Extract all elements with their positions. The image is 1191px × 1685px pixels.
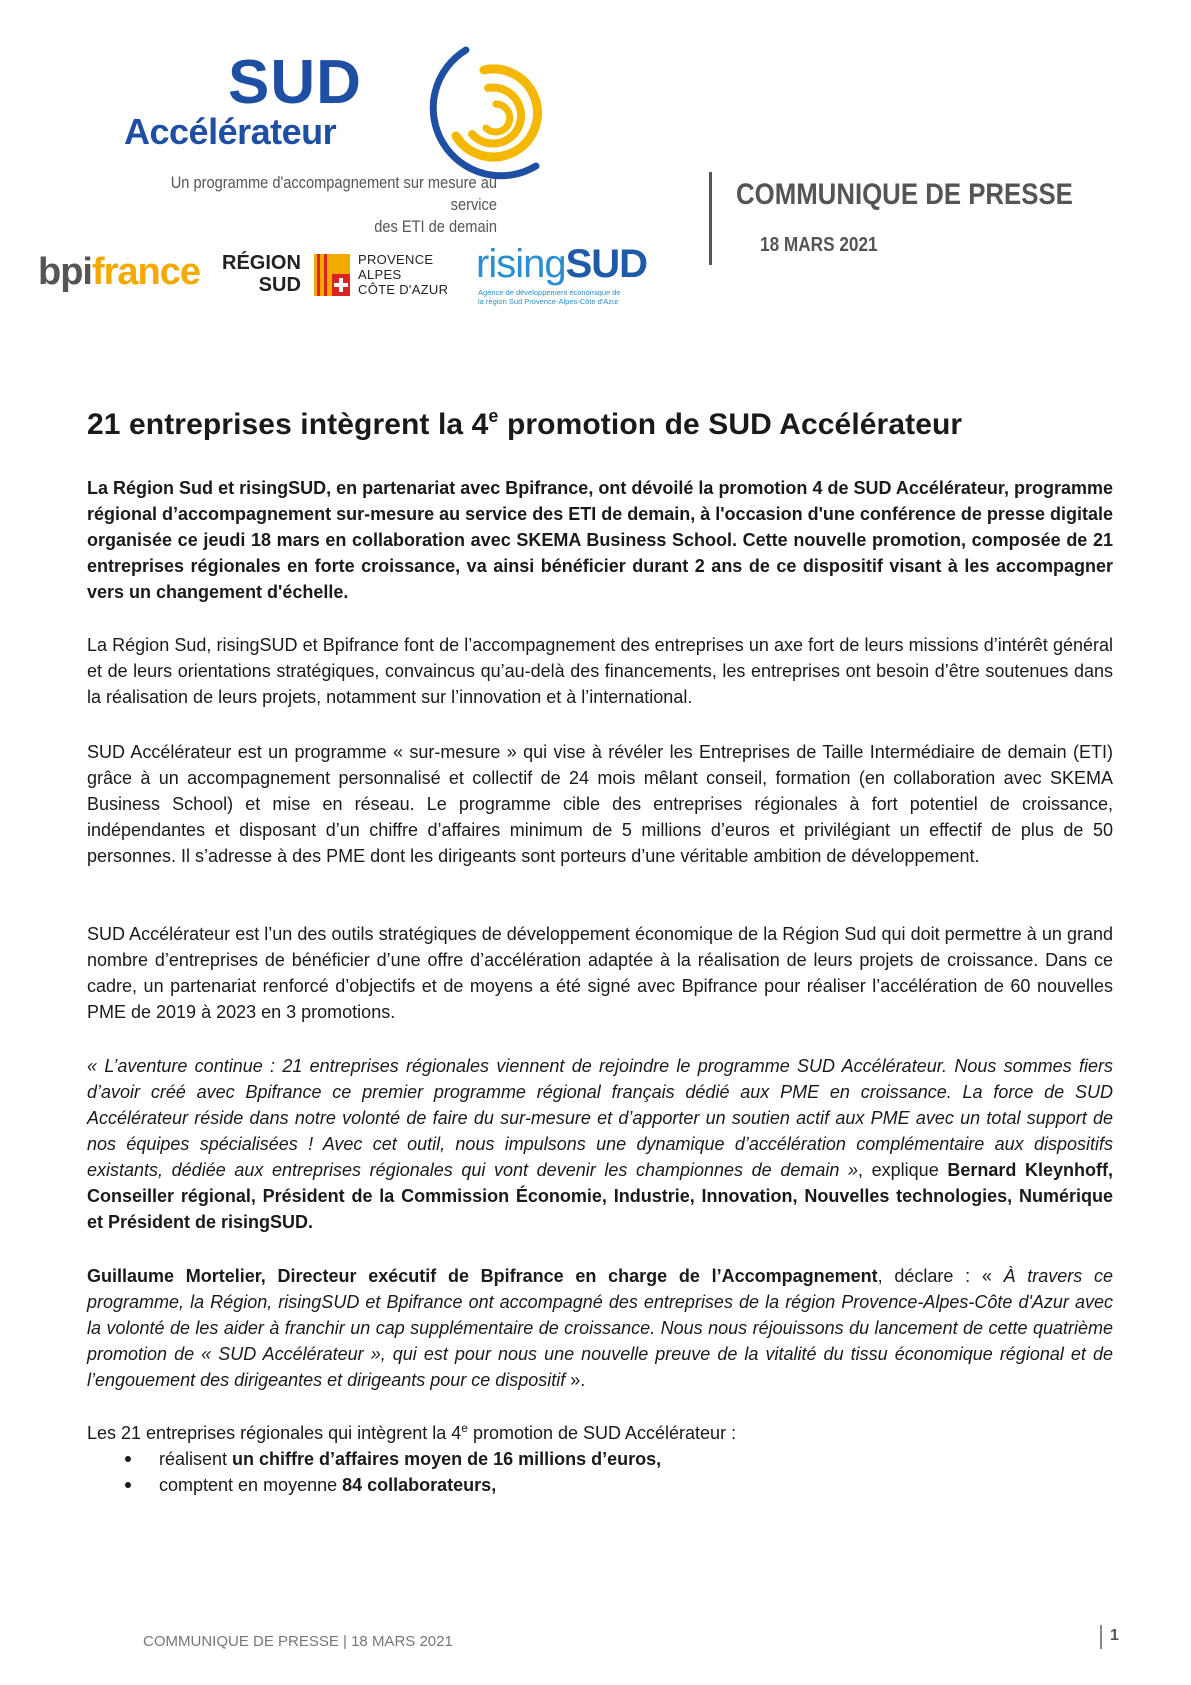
risingsud-subtitle: [478, 288, 648, 306]
bpifrance-logo: [38, 252, 200, 292]
bullet-text: comptent en moyenne: [159, 1475, 343, 1495]
press-release-title: COMMUNIQUE DE PRESSE: [736, 178, 1073, 211]
press-release-date: 18 MARS 2021: [760, 234, 878, 256]
bullet-bold: 84 collaborateurs,: [342, 1475, 497, 1495]
provence-line-2: ALPES: [358, 267, 402, 282]
page-number: 1: [1110, 1627, 1119, 1644]
list-intro-sup: e: [461, 1421, 468, 1435]
region-sud-text: [222, 252, 301, 296]
tagline-line-2: des ETI de demain: [374, 217, 497, 236]
sun-arc-icon: [426, 40, 562, 180]
paragraph-3: [87, 921, 1113, 1025]
logo-sud-text: SUD: [228, 48, 362, 117]
key-figures-list: [87, 1446, 1113, 1498]
headline-part-2: promotion de SUD Accélérateur: [498, 408, 963, 441]
mortelier-author: Guillaume Mortelier, Directeur exécutif de Bpifrance en charge de l’Accompagnement: [87, 1266, 878, 1286]
paragraph-2: [87, 739, 1113, 869]
provence-line-3: CÔTE D'AZUR: [358, 282, 449, 297]
paragraph-1-text: La Région Sud, risingSUD et Bpifrance font de l’accompagnement des entreprises un axe fort de leurs missions d’intérêt général et de leurs orientations stratégiques, convaincus qu’au-delà des financements, les entreprises ont besoin d’être soutenues dans la réalisation de leurs projets, notamment sur l’innovation et à l’international.: [87, 635, 1113, 707]
quote-end: ».: [570, 1370, 586, 1390]
bullet-text: réalisent: [159, 1449, 233, 1469]
logo-accelerateur-text: Accélérateur: [124, 111, 337, 152]
sud-accelerateur-logo: [124, 40, 564, 180]
footer-divider: [1100, 1625, 1102, 1649]
bpi-text: bpi: [38, 251, 92, 293]
risingsud-word: [476, 242, 647, 286]
provence-line-1: PROVENCE: [358, 252, 434, 267]
header-divider: [709, 172, 712, 265]
list-item: [87, 1446, 1113, 1472]
paragraph-1: [87, 632, 1113, 710]
risingsud-logo: [476, 242, 652, 308]
paragraph-3-text: SUD Accélérateur est l’un des outils stratégiques de développement économique de la Région Sud qui doit permettre à un grand nombre d’entreprises de bénéficier d’une offre d’accélération adaptée à la réalisation de leurs projets de croissance. Dans ce cadre, un partenariat renforcé d’objectifs et de moyens a été signé avec Bpifrance pour réaliser l’accélération de 60 nouvelles PME de 2019 à 2023 en 3 promotions.: [87, 924, 1113, 1022]
quote-paragraph-mortelier: [87, 1263, 1113, 1393]
intro-paragraph: [87, 475, 1113, 605]
tagline-line-1: Un programme d'accompagnement sur mesure au service: [170, 173, 497, 214]
kleynhoff-author: Bernard Kleynhoff, Conseiller régional, Président de la Commission Économie, Industrie, Innovation, Nouvelles technologies, Numérique et Président de risingSUD.: [87, 1160, 1113, 1232]
list-intro-part-1: Les 21 entreprises régionales qui intègrent la 4: [87, 1423, 462, 1443]
article-headline: [87, 408, 962, 442]
list-intro: [87, 1420, 1113, 1446]
list-intro-part-2: promotion de SUD Accélérateur :: [467, 1423, 737, 1443]
list-item: [87, 1472, 1113, 1498]
sud-word: SUD: [258, 274, 301, 296]
kleynhoff-quote: « L’aventure continue : 21 entreprises régionales viennent de rejoindre le programme SUD Accélérateur. Nous sommes fiers d’avoir créé avec Bpifrance ce premier programme régional français dédié aux PME en croissance. La force de SUD Accélérateur réside dans notre volonté de faire du sur-mesure et d’apporter un soutien actif aux PME avec un total support de nos équipes spécialisées ! Avec cet outil, nous impulsons une dynamique d’accélération complémentaire aux dispositifs existants, dédiée aux entreprises régionales qui vont devenir les championnes de demain »: [87, 1056, 1113, 1180]
region-sud-logo: [222, 252, 452, 304]
headline-sup: e: [488, 406, 499, 426]
quote-paragraph-kleynhoff: [87, 1053, 1113, 1235]
rising-text: rising: [476, 242, 566, 286]
headline-part-1: 21 entreprises intègrent la 4: [87, 408, 489, 441]
rising-sud-text: SUD: [565, 242, 648, 286]
rising-sub-line-2: la région Sud Provence-Alpes-Côte d'Azur: [478, 297, 619, 306]
provence-text: [358, 252, 448, 297]
region-word: RÉGION: [222, 252, 301, 274]
intro-text: La Région Sud et risingSUD, en partenariat avec Bpifrance, ont dévoilé la promotion 4 de SUD Accélérateur, programme régional d’accompagnement sur-mesure au service des ETI de demain, à l'occasion d'une conférence de presse digitale organisée ce jeudi 18 mars en collaboration avec SKEMA Business School. Cette nouvelle promotion, composée de 21 entreprises régionales en forte croissance, va ainsi bénéficier durant 2 ans de ce dispositif visant à les accompagner vers un changement d'échelle.: [87, 478, 1113, 602]
logo-tagline: [122, 172, 497, 238]
france-text: france: [91, 251, 201, 293]
region-flag-icon: [314, 254, 350, 296]
bullet-bold: un chiffre d’affaires moyen de 16 millions d’euros,: [232, 1449, 662, 1469]
footer-text: COMMUNIQUE DE PRESSE | 18 MARS 2021: [143, 1633, 453, 1650]
paragraph-2-text: SUD Accélérateur est un programme « sur-mesure » qui vise à révéler les Entreprises de Taille Intermédiaire de demain (ETI) grâce à un accompagnement personnalisé et collectif de 24 mois mêlant conseil, formation (en collaboration avec SKEMA Business School) et mise en réseau. Le programme cible des entreprises régionales à fort potentiel de croissance, indépendantes et disposant d’un chiffre d’affaires minimum de 5 millions d’euros et privilégiant un effectif de plus de 50 personnes. Il s’adresse à des PME dont les dirigeants sont porteurs d’une véritable ambition de développement.: [87, 742, 1113, 866]
explique-text: , explique: [858, 1160, 948, 1180]
rising-sub-line-1: Agence de développement économique de: [478, 288, 621, 297]
declare-text: , déclare : «: [877, 1266, 1004, 1286]
mortelier-quote: À travers ce programme, la Région, risingSUD et Bpifrance ont accompagné des entreprises de la région Provence-Alpes-Côte d'Azur avec la volonté de les aider à franchir un cap supplémentaire de croissance. Nous nous réjouissons du lancement de cette quatrième promotion de « SUD Accélérateur », qui est pour nous une nouvelle preuve de la vitalité du tissu économique régional et de l’engouement des dirigeantes et dirigeants pour ce dispositif: [87, 1266, 1114, 1390]
